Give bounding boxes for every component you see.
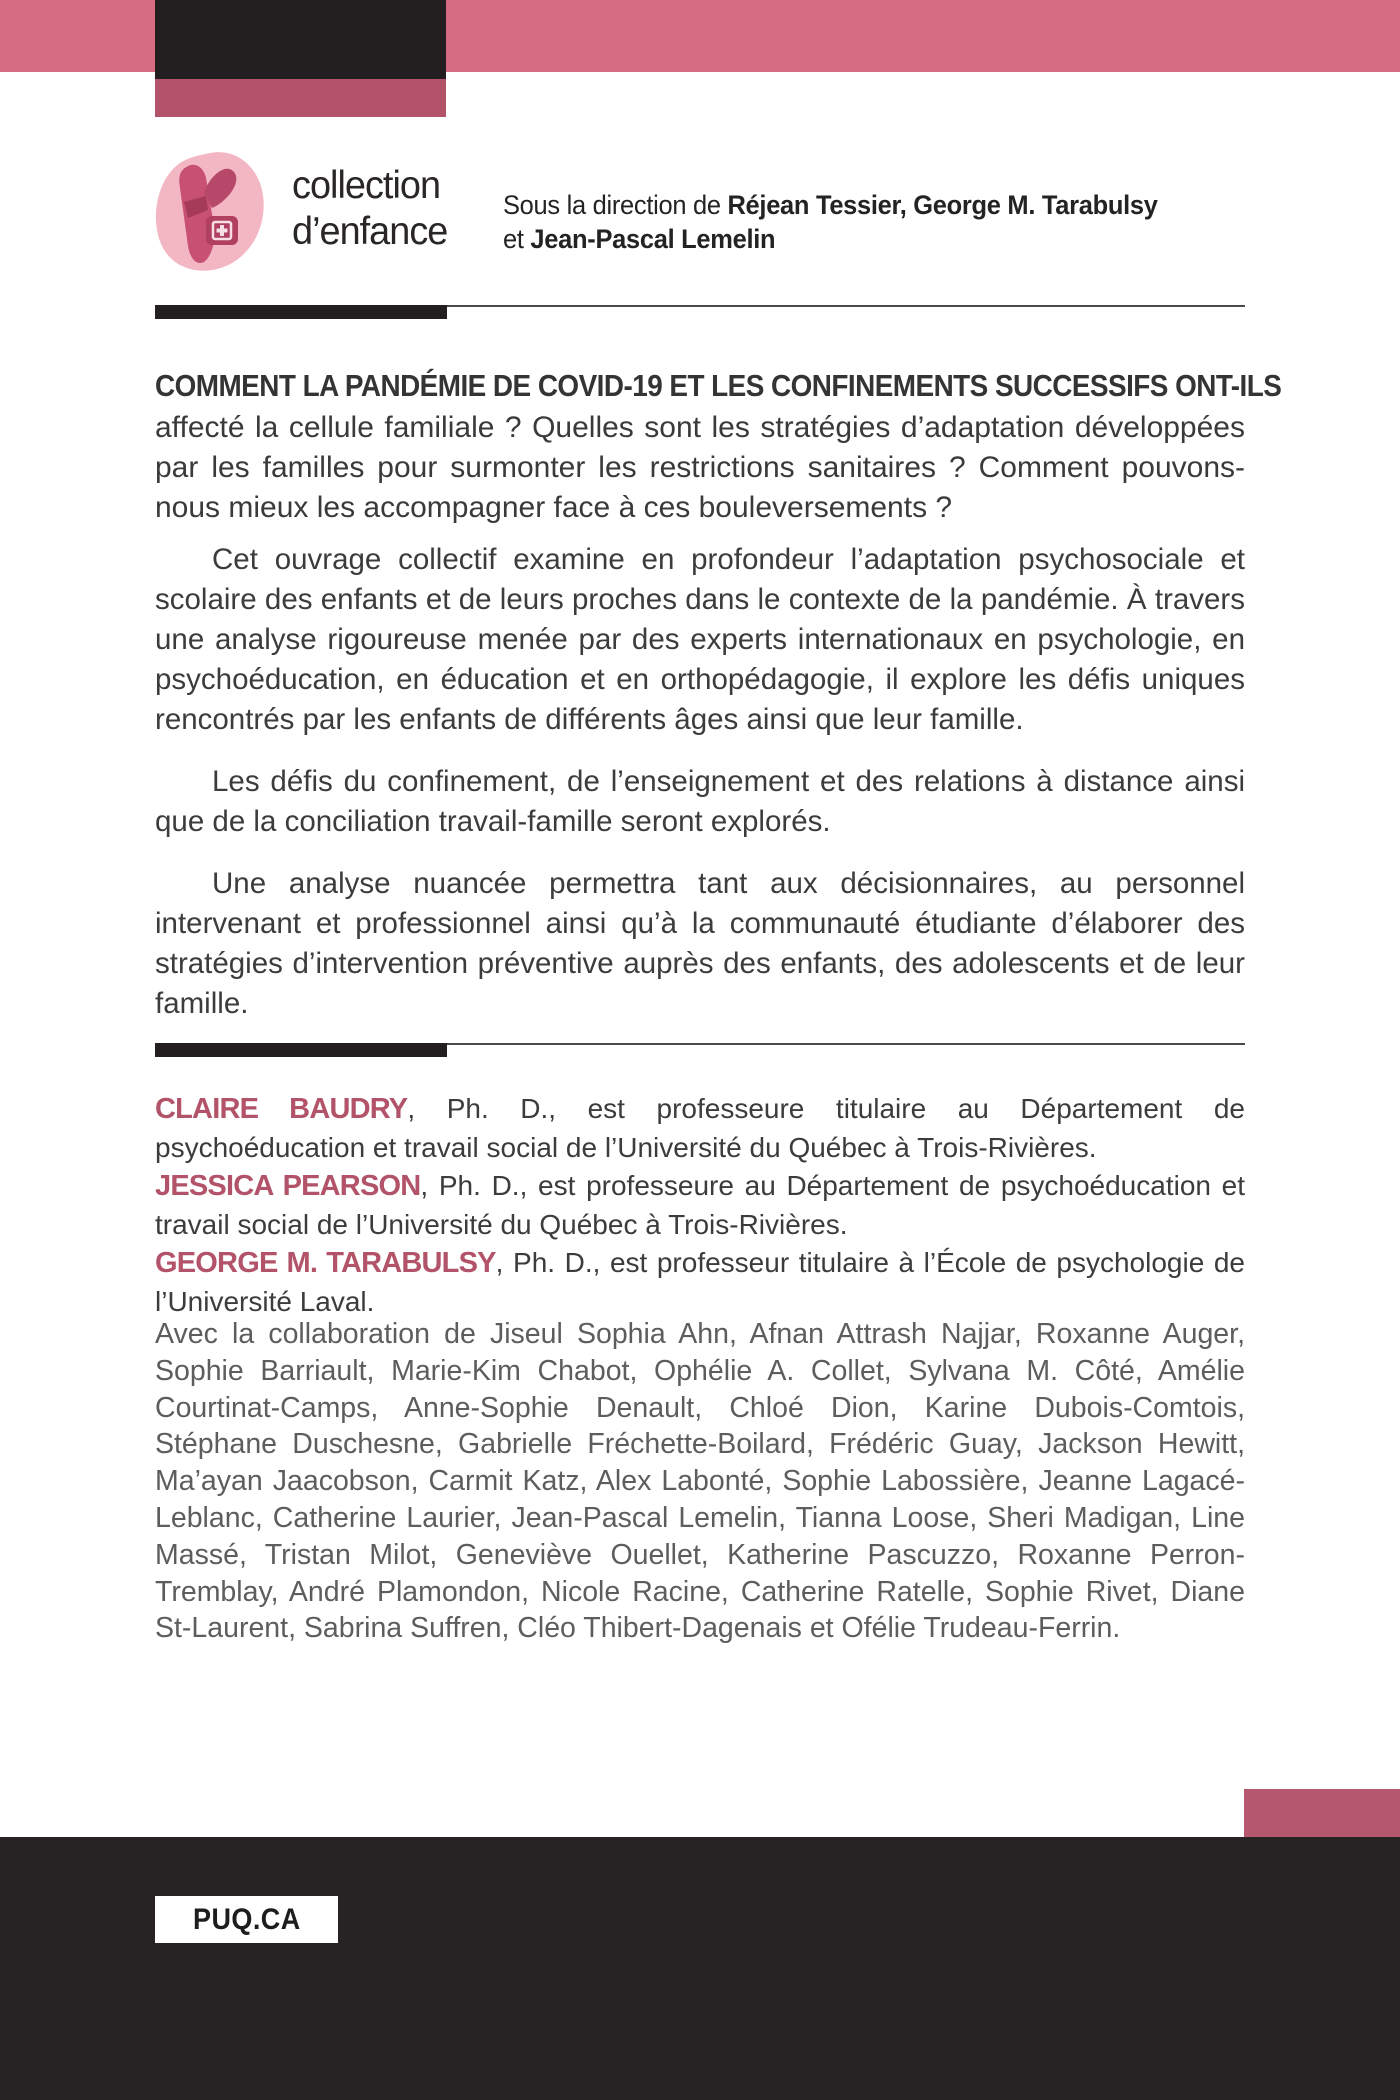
top-black-block — [155, 0, 446, 79]
bio-jessica-pearson — [155, 1167, 1245, 1244]
byline-prefix: Sous la direction de — [503, 190, 728, 220]
divider-bios-bar — [155, 1043, 447, 1057]
bio-text: , Ph. D., est professeure au Département de psychoéducation et travail social de l’Université du Québec à Trois-Rivières. — [155, 1170, 1245, 1240]
synopsis — [155, 540, 1245, 1046]
wordmark-line1: collection — [292, 164, 441, 207]
bio-name: JESSICA PEARSON — [155, 1170, 421, 1202]
editors-names-1: Réjean Tessier, George M. Tarabulsy — [727, 190, 1158, 220]
byline-line2 — [503, 222, 1158, 256]
headline-caps: COMMENT LA PANDÉMIE DE COVID-19 ET LES CONFINEMENTS SUCCESSIFS ONT-ILS — [155, 368, 1282, 403]
synopsis-paragraph-3: Une analyse nuancée permettra tant aux décisionnaires, au personnel intervenant et professionnel ainsi qu’à la communauté étudiante d’élaborer des stratégies d’intervention préventive auprès des enfants, des adolescents et de leur famille. — [155, 867, 1245, 1020]
bio-george-tarabulsy — [155, 1244, 1245, 1321]
headline-block — [155, 366, 1282, 528]
puq-link-label: PUQ.CA — [192, 1902, 301, 1936]
collection-enfance-logo-icon — [150, 148, 272, 278]
top-mauve-strip — [155, 79, 446, 117]
author-bios — [155, 1090, 1245, 1321]
headline-questions: affecté la cellule familiale ? Quelles sont les stratégies d’adaptation développées par les familles pour surmonter les restrictions sanitaires ? Comment pouvons-nous mieux les accompagner face à ces bouleversements ? — [155, 411, 1245, 524]
puq-link[interactable] — [155, 1896, 338, 1943]
collection-enfance-wordmark — [292, 163, 447, 255]
bio-text: , Ph. D., est professeure titulaire au Département de psychoéducation et travail social de l’Université du Québec à Trois-Rivières. — [155, 1093, 1245, 1163]
bio-text: , Ph. D., est professeur titulaire à l’École de psychologie de l’Université Laval. — [155, 1247, 1245, 1317]
wordmark-line2: d’enfance — [292, 210, 448, 253]
byline-et: et — [503, 224, 531, 254]
editors-names-2: Jean-Pascal Lemelin — [530, 224, 776, 254]
editors-byline — [503, 188, 1158, 256]
bio-name: CLAIRE BAUDRY — [155, 1093, 408, 1125]
divider-bios-rule — [447, 1043, 1245, 1045]
divider-top-rule — [447, 305, 1245, 307]
synopsis-paragraph-2: Les défis du confinement, de l’enseignement et des relations à distance ainsi que de la conciliation travail-famille seront explorés. — [155, 765, 1245, 838]
synopsis-paragraph-1: Cet ouvrage collectif examine en profondeur l’adaptation psychosociale et scolaire des enfants et de leurs proches dans le contexte de la pandémie. À travers une analyse rigoureuse menée par des experts internationaux en psychologie, en psychoéducation, en éducation et en orthopédagogie, il explore les défis uniques rencontrés par les enfants de différents âges ainsi que leur famille. — [155, 543, 1245, 736]
divider-bios — [155, 1042, 1245, 1058]
bio-claire-baudry — [155, 1090, 1245, 1167]
divider-top — [155, 304, 1245, 320]
footer-pink-block — [1244, 1789, 1400, 1837]
byline-line1 — [503, 188, 1158, 222]
bio-name: GEORGE M. TARABULSY — [155, 1247, 496, 1279]
footer-band — [0, 1837, 1400, 2100]
divider-top-bar — [155, 305, 447, 319]
collaborators-list: Avec la collaboration de Jiseul Sophia Ahn, Afnan Attrash Najjar, Roxanne Auger, Sophie Barriault, Marie-Kim Chabot, Ophélie A. Collet, Sylvana M. Côté, Amélie Courtinat-Camps, Anne-Sophie Denault, Chloé Dion, Karine Dubois-Comtois, Stéphane Duschesne, Gabrielle Fréchette-Boilard, Frédéric Guay, Jackson Hewitt, Ma’ayan Jaacobson, Carmit Katz, Alex Labonté, Sophie Labossière, Jeanne Lagacé-Leblanc, Catherine Laurier, Jean-Pascal Lemelin, Tianna Loose, Sheri Madigan, Line Massé, Tristan Milot, Geneviève Ouellet, Katherine Pascuzzo, Roxanne Perron-Tremblay, André Plamondon, Nicole Racine, Catherine Ratelle, Sophie Rivet, Diane St-Laurent, Sabrina Suffren, Cléo Thibert-Dagenais et Ofélie Trudeau-Ferrin. — [155, 1318, 1245, 1645]
